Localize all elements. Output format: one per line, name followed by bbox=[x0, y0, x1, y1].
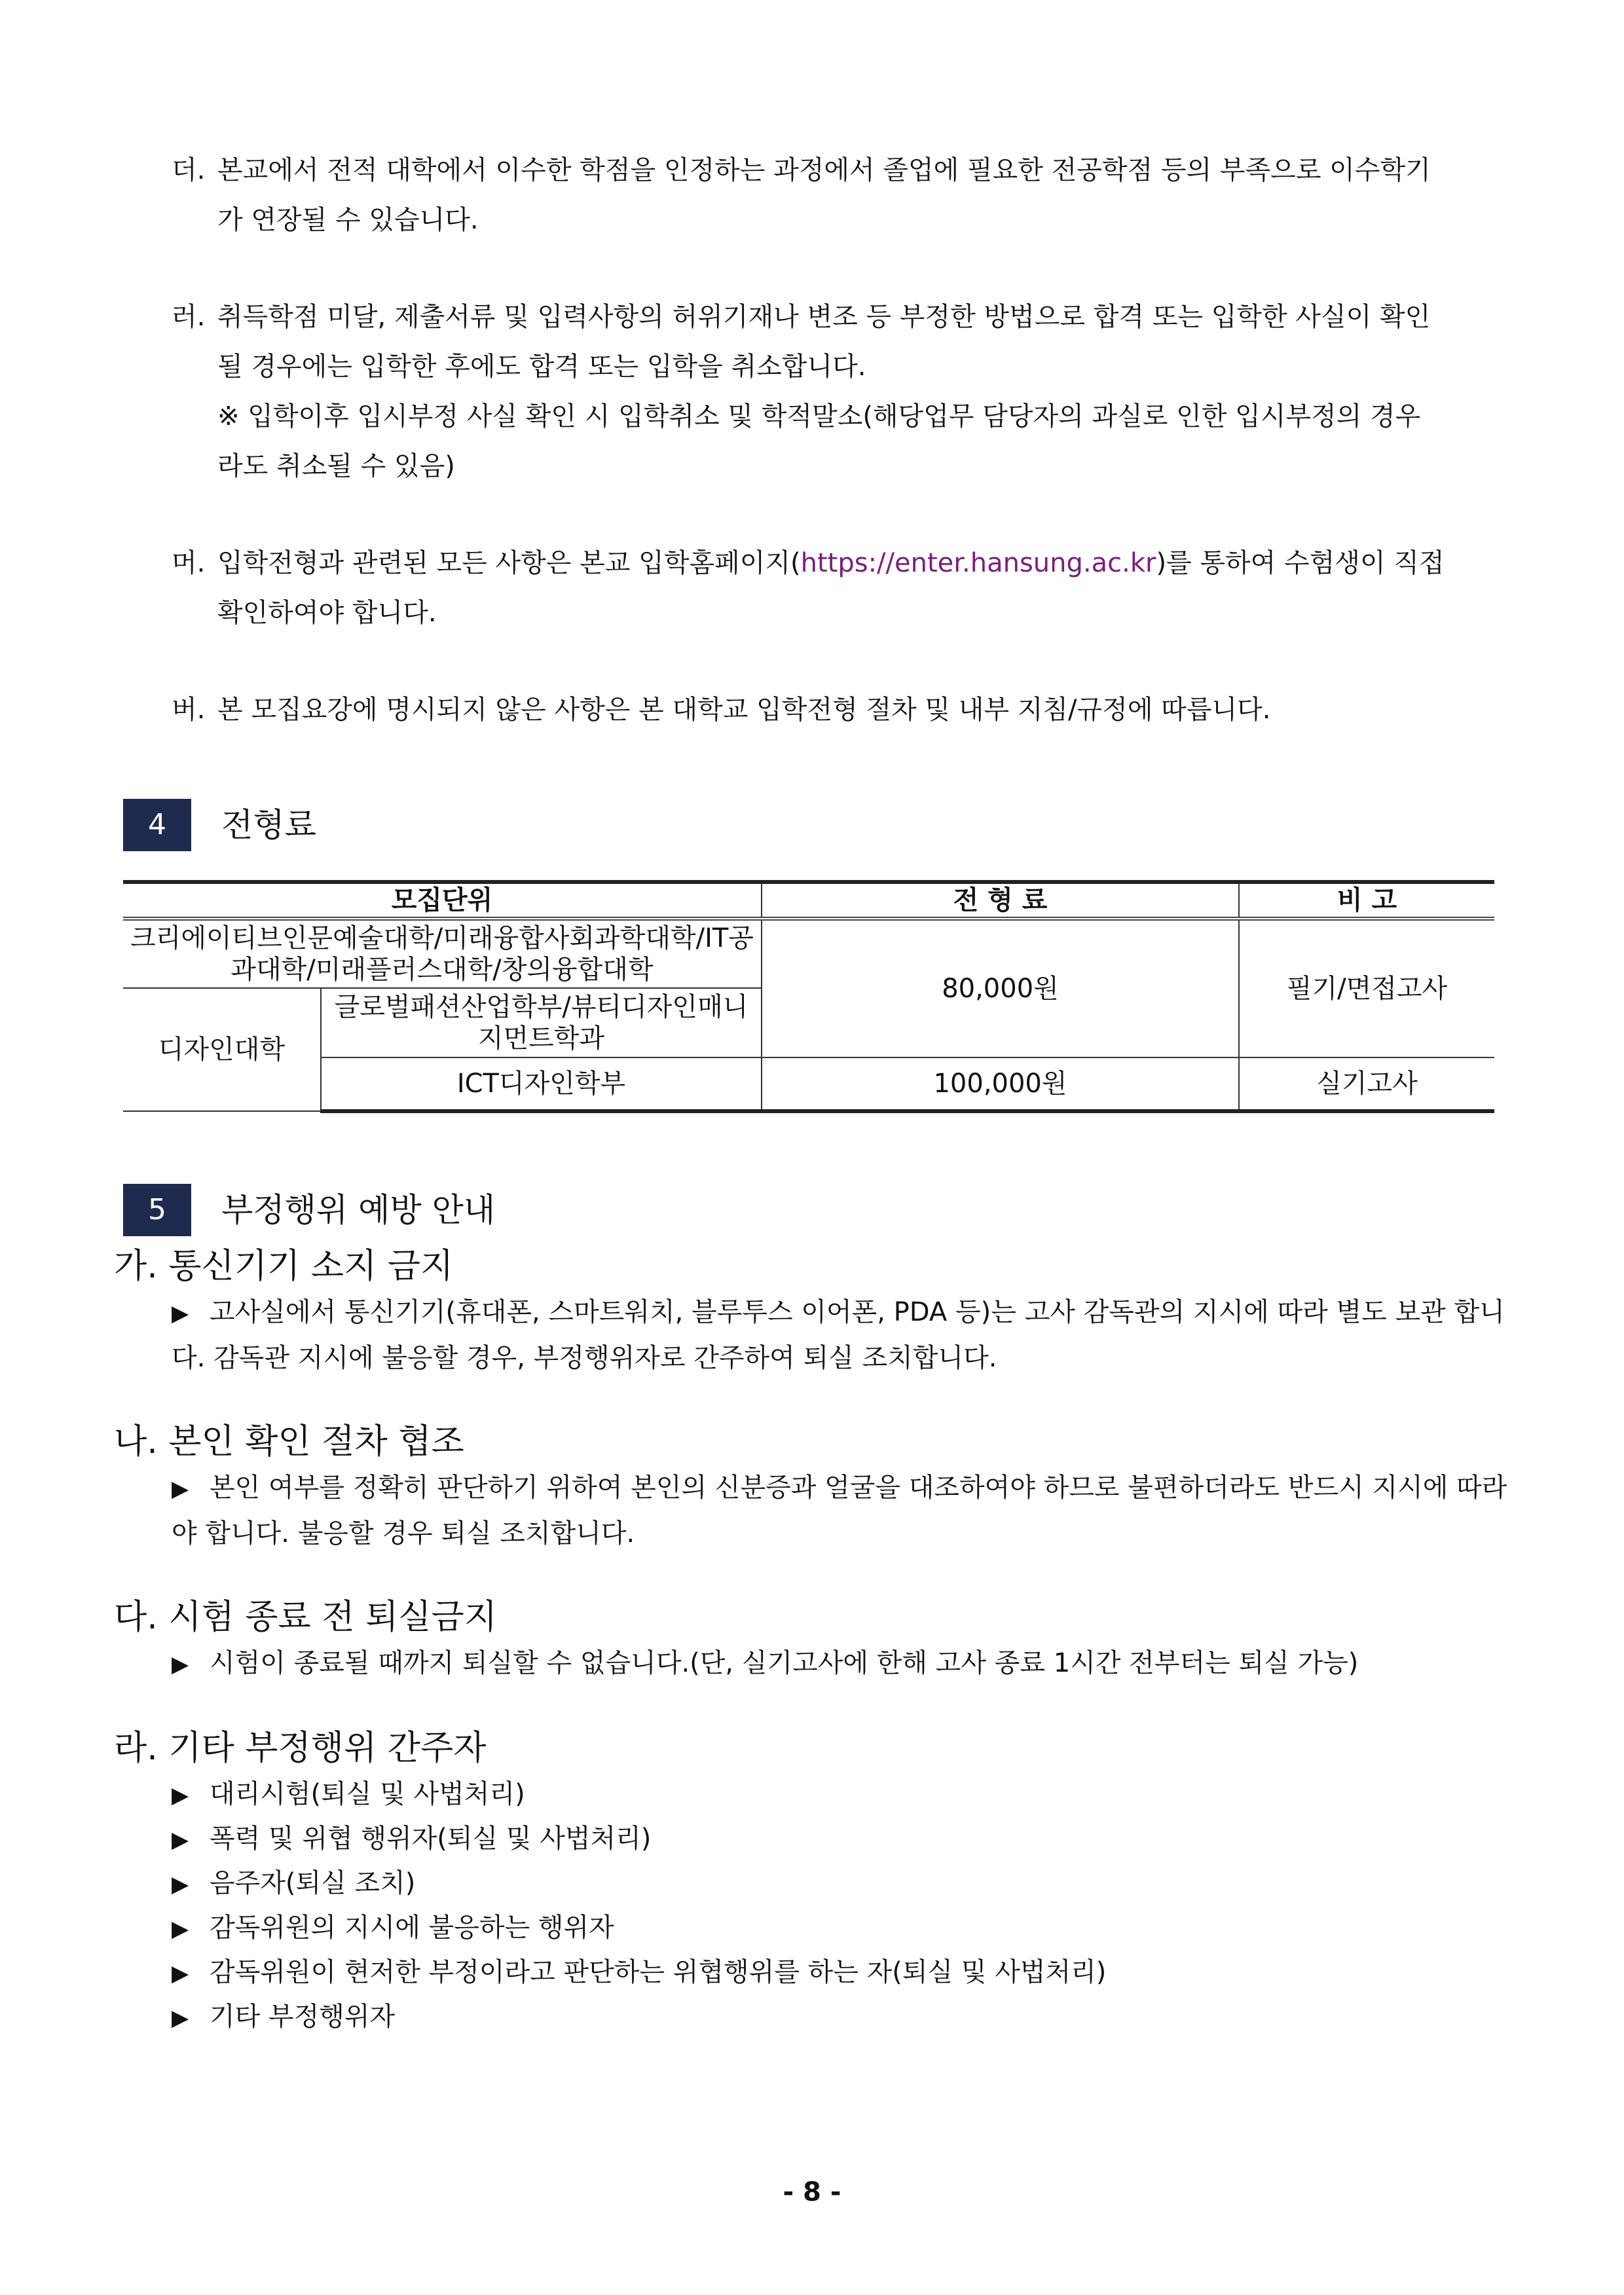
bullet-item bbox=[172, 1816, 1513, 1862]
bullet-text: 고사실에서 통신기기(휴대폰, 스마트워치, 블루투스 이어폰, PDA 등)는 고사 감독관의 지시에 따라 별도 보관 합니다. 감독관 지시에 불응할 경우, 부정행위자로 간주하여 퇴실 조치합니다. bbox=[172, 1297, 1505, 1373]
item-text-cont: 확인하여야 합니다. bbox=[217, 598, 437, 628]
item-marker: 러. bbox=[172, 302, 206, 332]
bullet-text: 시험이 종료될 때까지 퇴실할 수 없습니다.(단, 실기고사에 한해 고사 종료 1시간 전부터는 퇴실 가능) bbox=[210, 1648, 1359, 1678]
subsection-heading: 다. 시험 종료 전 퇴실금지 bbox=[114, 1598, 497, 1637]
bullet-text: 감독위원의 지시에 불응하는 행위자 bbox=[210, 1913, 614, 1943]
unit-cell: ICT디자인학부 bbox=[321, 1057, 762, 1111]
item-text-cont: 될 경우에는 입학한 후에도 합격 또는 입학을 취소합니다. bbox=[217, 352, 866, 382]
item-deo bbox=[172, 145, 1513, 245]
bullet-arrow-icon: ▶ bbox=[172, 1782, 189, 1808]
bullet-arrow-icon: ▶ bbox=[172, 1300, 189, 1327]
bullet-item bbox=[172, 1290, 1513, 1380]
item-meo bbox=[172, 538, 1513, 638]
bullet-arrow-icon: ▶ bbox=[172, 1960, 189, 1987]
bullet-text: 기타 부정행위자 bbox=[210, 2002, 396, 2032]
item-marker: 머. bbox=[172, 548, 206, 578]
section-title: 전형료 bbox=[221, 806, 316, 844]
bullet-arrow-icon: ▶ bbox=[172, 2005, 189, 2031]
bullet-arrow-icon: ▶ bbox=[172, 1651, 189, 1678]
subsection-heading: 나. 본인 확인 절차 협조 bbox=[114, 1422, 464, 1461]
bullet-item bbox=[172, 1465, 1513, 1556]
bullet-item bbox=[172, 1861, 1513, 1907]
bullet-item bbox=[172, 1641, 1513, 1687]
item-text: 취득학점 미달, 제출서류 및 입력사항의 허위기재나 변조 등 부정한 방법으로 합격 또는 입학한 사실이 확인 bbox=[217, 302, 1431, 332]
item-text-cont: 가 연장될 수 있습니다. bbox=[217, 205, 479, 235]
bullet-text: 본인 여부를 정확히 판단하기 위하여 본인의 신분증과 얼굴을 대조하여야 하므로 불편하더라도 반드시 지시에 따라야 합니다. 불응할 경우 퇴실 조치합니다. bbox=[172, 1473, 1507, 1549]
bullet-text: 음주자(퇴실 조치) bbox=[210, 1868, 416, 1898]
bullet-arrow-icon: ▶ bbox=[172, 1827, 189, 1853]
item-note: ※ 입학이후 입시부정 사실 확인 시 입학취소 및 학적말소(해당업무 담당자의 과실로 인한 입시부정의 경우 bbox=[217, 401, 1421, 431]
section-number-badge: 4 bbox=[123, 799, 191, 851]
note-cell: 실기고사 bbox=[1239, 1057, 1494, 1111]
item-marker: 더. bbox=[172, 155, 206, 185]
subsection-heading: 라. 기타 부정행위 간주자 bbox=[114, 1729, 487, 1768]
item-marker: 버. bbox=[172, 695, 206, 725]
bullet-arrow-icon: ▶ bbox=[172, 1916, 189, 1942]
design-college-cell: 디자인대학 bbox=[123, 988, 321, 1111]
item-text-post: )를 통하여 수험생이 직접 bbox=[1156, 548, 1445, 578]
header-unit: 모집단위 bbox=[123, 882, 762, 919]
table-row bbox=[123, 1057, 1494, 1111]
bullet-text: 감독위원이 현저한 부정이라고 판단하는 위협행위를 하는 자(퇴실 및 사법처리) bbox=[210, 1957, 1107, 1987]
bullet-item bbox=[172, 1950, 1513, 1996]
item-beo bbox=[172, 685, 1513, 735]
table-header-row bbox=[123, 882, 1494, 919]
unit-cell: 글로벌패션산업학부/뷰티디자인매니지먼트학과 bbox=[321, 988, 762, 1057]
subsection-heading: 가. 통신기기 소지 금지 bbox=[114, 1247, 454, 1286]
bullet-item bbox=[172, 1772, 1513, 1818]
bullet-item bbox=[172, 1994, 1513, 2040]
homepage-link[interactable]: https://enter.hansung.ac.kr bbox=[800, 548, 1156, 578]
item-note-cont: 라도 취소될 수 있음) bbox=[217, 451, 455, 481]
fee-cell: 80,000원 bbox=[762, 919, 1239, 1057]
header-note: 비 고 bbox=[1239, 882, 1494, 919]
bullet-item bbox=[172, 1905, 1513, 1951]
fee-cell: 100,000원 bbox=[762, 1057, 1239, 1111]
item-text: 본교에서 전적 대학에서 이수한 학점을 인정하는 과정에서 졸업에 필요한 전공학점 등의 부족으로 이수학기 bbox=[217, 155, 1431, 185]
item-text: 입학전형과 관련된 모든 사항은 본교 입학홈페이지( bbox=[217, 548, 801, 578]
unit-cell: 크리에이티브인문예술대학/미래융합사회과학대학/IT공과대학/미래플러스대학/창의융합대학 bbox=[123, 919, 762, 988]
section-number-badge: 5 bbox=[123, 1184, 191, 1236]
table-row bbox=[123, 919, 1494, 988]
header-fee: 전 형 료 bbox=[762, 882, 1239, 919]
item-reo bbox=[172, 292, 1513, 491]
note-cell: 필기/면접고사 bbox=[1239, 919, 1494, 1057]
page-number: - 8 - bbox=[783, 2177, 841, 2207]
fee-table bbox=[123, 880, 1494, 1113]
bullet-text: 폭력 및 위협 행위자(퇴실 및 사법처리) bbox=[210, 1824, 652, 1854]
bullet-arrow-icon: ▶ bbox=[172, 1871, 189, 1898]
bullet-arrow-icon: ▶ bbox=[172, 1476, 189, 1502]
section-title: 부정행위 예방 안내 bbox=[221, 1191, 496, 1229]
bullet-text: 대리시험(퇴실 및 사법처리) bbox=[210, 1779, 525, 1809]
item-text: 본 모집요강에 명시되지 않은 사항은 본 대학교 입학전형 절차 및 내부 지침/규정에 따릅니다. bbox=[217, 695, 1271, 725]
